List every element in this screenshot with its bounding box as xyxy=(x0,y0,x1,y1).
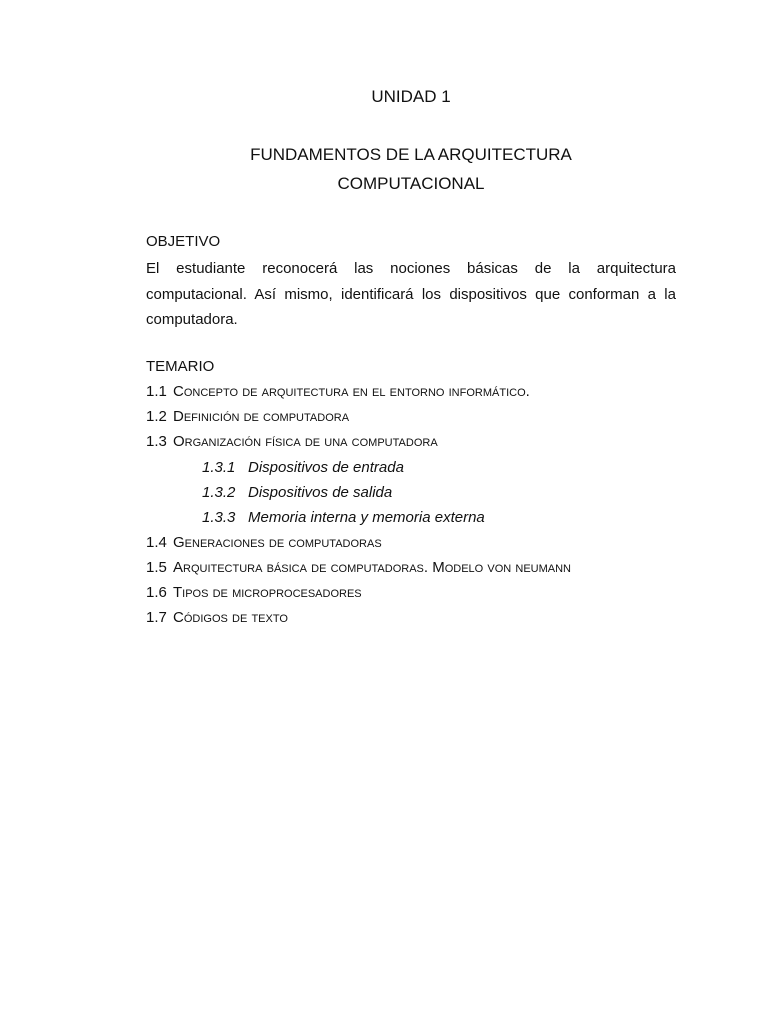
toc-number: 1.5 xyxy=(146,559,167,576)
toc-subitem-1-3-2 xyxy=(202,483,392,503)
toc-sublabel: Dispositivos de salida xyxy=(248,484,393,501)
toc-subnumber: 1.3.2 xyxy=(202,484,236,501)
objective-paragraph xyxy=(146,256,676,333)
toc-item-1-2 xyxy=(146,407,706,427)
toc-label: Códigos de texto xyxy=(173,609,288,626)
document-title-line-1: FUNDAMENTOS DE LA ARQUITECTURA xyxy=(250,145,572,164)
unit-title: UNIDAD 1 xyxy=(371,87,451,106)
objective-line: computadora. xyxy=(146,311,238,328)
toc-item-1-7 xyxy=(146,608,706,628)
objective-line: El estudiante reconocerá las nociones básicas de la arquitectura xyxy=(146,260,676,277)
toc-sublabel: Memoria interna y memoria externa xyxy=(248,509,485,526)
toc-label: Arquitectura básica de computadoras. Modelo von neumann xyxy=(173,559,572,576)
document-title-line-2: COMPUTACIONAL xyxy=(337,174,485,193)
objective-heading: OBJETIVO xyxy=(146,233,221,250)
toc-number: 1.7 xyxy=(146,609,167,626)
toc-item-1-4 xyxy=(146,533,706,553)
syllabus-heading: TEMARIO xyxy=(146,358,215,375)
toc-item-1-3 xyxy=(146,432,706,452)
toc-number: 1.6 xyxy=(146,584,167,601)
toc-number: 1.1 xyxy=(146,383,167,400)
toc-number: 1.2 xyxy=(146,408,167,425)
objective-line: computacional. Así mismo, identificará los dispositivos que conforman a la xyxy=(146,285,676,303)
toc-subitem-1-3-3 xyxy=(202,508,485,528)
toc-label: Tipos de microprocesadores xyxy=(173,584,362,601)
toc-subnumber: 1.3.3 xyxy=(202,509,236,526)
toc-subitem-1-3-1 xyxy=(202,458,404,478)
toc-item-1-6 xyxy=(146,583,706,603)
toc-label: Organización física de una computadora xyxy=(173,433,438,450)
toc-number: 1.4 xyxy=(146,534,167,551)
toc-label: Concepto de arquitectura en el entorno informático. xyxy=(173,383,530,400)
toc-label: Generaciones de computadoras xyxy=(173,534,382,551)
toc-item-1-1 xyxy=(146,382,706,402)
toc-number: 1.3 xyxy=(146,433,167,450)
toc-item-1-5 xyxy=(146,558,706,578)
toc-label: Definición de computadora xyxy=(173,408,350,425)
toc-subnumber: 1.3.1 xyxy=(202,459,236,476)
toc-sublabel: Dispositivos de entrada xyxy=(248,459,404,476)
